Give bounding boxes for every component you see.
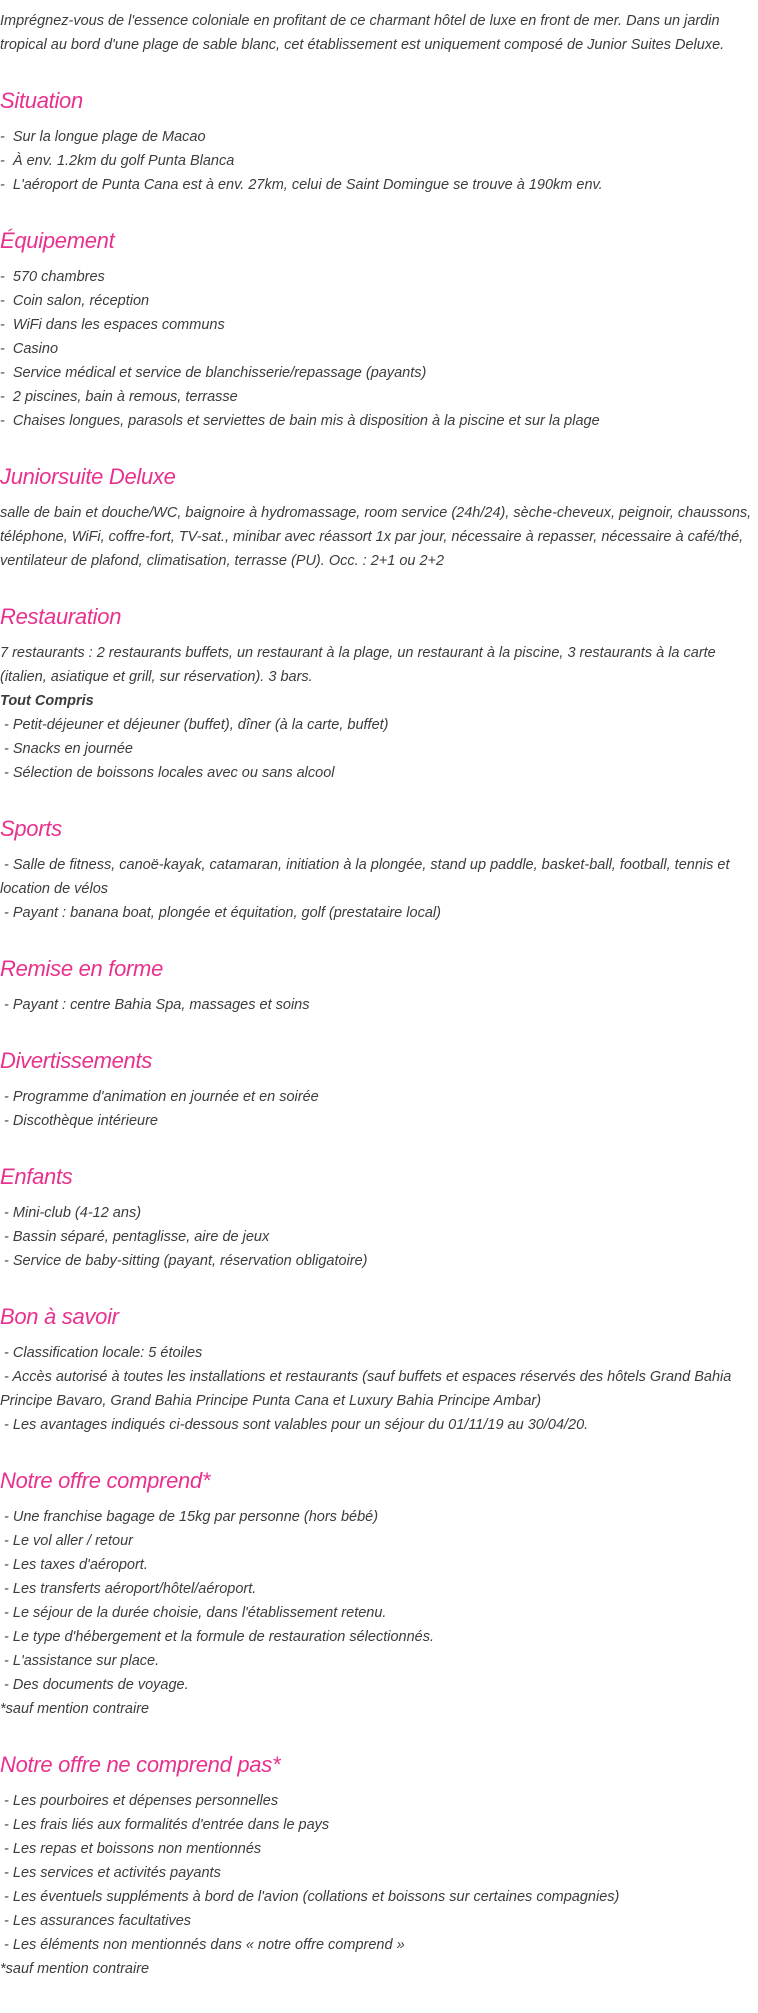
section-2 xyxy=(0,463,758,573)
section-4 xyxy=(0,815,758,925)
list-item: - Bassin séparé, pentaglisse, aire de jeux xyxy=(0,1229,270,1245)
section-9 xyxy=(0,1467,758,1721)
section-6 xyxy=(0,1047,758,1133)
list-item: - Les repas et boissons non mentionnés xyxy=(0,1841,262,1857)
section-title: Notre offre ne comprend pas* xyxy=(0,1752,281,1777)
list-item: - Les assurances facultatives xyxy=(0,1913,192,1929)
list-item: - Les éventuels suppléments à bord de l'avion (collations et boissons sur certaines compagnies) xyxy=(0,1889,620,1905)
section-title: Restauration xyxy=(0,604,122,629)
list-item: - Sélection de boissons locales avec ou sans alcool xyxy=(0,765,335,781)
list-item: - Les frais liés aux formalités d'entrée dans le pays xyxy=(0,1817,330,1833)
sections-container xyxy=(0,87,758,1981)
subheading: Tout Compris xyxy=(0,693,94,709)
list-item: - Les avantages indiqués ci-dessous sont valables pour un séjour du 01/11/19 au 30/04/20. xyxy=(0,1417,589,1433)
list-item: - Accès autorisé à toutes les installations et restaurants (sauf buffets et espaces réservés des hôtels Grand Bahia Principe Bavaro, Grand Bahia Principe Punta Cana et Luxury Bahia Principe Ambar) xyxy=(0,1369,736,1409)
section-title: Sports xyxy=(0,816,62,841)
section-title: Situation xyxy=(0,88,83,113)
list-item: - Le vol aller / retour xyxy=(0,1533,133,1549)
list-item: - Payant : banana boat, plongée et équitation, golf (prestataire local) xyxy=(0,905,441,921)
list-item: - Le séjour de la durée choisie, dans l'établissement retenu. xyxy=(0,1605,387,1621)
list-item: - Service de baby-sitting (payant, réservation obligatoire) xyxy=(0,1253,368,1269)
list-item: - Coin salon, réception xyxy=(0,293,150,309)
list-item: *sauf mention contraire xyxy=(0,1701,150,1717)
section-8 xyxy=(0,1303,758,1437)
list-item: - Casino xyxy=(0,341,59,357)
section-title: Juniorsuite Deluxe xyxy=(0,464,176,489)
list-item: - Payant : centre Bahia Spa, massages et soins xyxy=(0,997,310,1013)
section-title: Divertissements xyxy=(0,1048,152,1073)
list-item: - Mini-club (4-12 ans) xyxy=(0,1205,142,1221)
list-item: - Une franchise bagage de 15kg par personne (hors bébé) xyxy=(0,1509,379,1525)
list-item: - Les taxes d'aéroport. xyxy=(0,1557,148,1573)
section-10 xyxy=(0,1751,758,1981)
section-0 xyxy=(0,87,758,197)
list-item: - Les services et activités payants xyxy=(0,1865,221,1881)
hotel-description xyxy=(0,9,758,1981)
list-item: - Classification locale: 5 étoiles xyxy=(0,1345,203,1361)
section-5 xyxy=(0,955,758,1017)
list-item: - Discothèque intérieure xyxy=(0,1113,158,1129)
list-item: - Les éléments non mentionnés dans « notre offre comprend » xyxy=(0,1937,405,1953)
list-item: - Programme d'animation en journée et en soirée xyxy=(0,1089,319,1105)
section-title: Notre offre comprend* xyxy=(0,1468,211,1493)
list-item: - Les transferts aéroport/hôtel/aéroport. xyxy=(0,1581,257,1597)
section-title: Remise en forme xyxy=(0,956,164,981)
section-7 xyxy=(0,1163,758,1273)
section-title: Bon à savoir xyxy=(0,1304,119,1329)
list-item: - Petit-déjeuner et déjeuner (buffet), dîner (à la carte, buffet) xyxy=(0,717,389,733)
section-title: Enfants xyxy=(0,1164,73,1189)
list-item: - L'aéroport de Punta Cana est à env. 27km, celui de Saint Domingue se trouve à 190km env. xyxy=(0,177,603,193)
list-item: 7 restaurants : 2 restaurants buffets, un restaurant à la plage, un restaurant à la piscine, 3 restaurants à la carte (italien, asiatique et grill, sur réservation). 3 bars. xyxy=(0,645,720,685)
intro-paragraph: Imprégnez-vous de l'essence coloniale en profitant de ce charmant hôtel de luxe en front de mer. Dans un jardin tropical au bord d'une plage de sable blanc, cet établissement est uniquement composé de Junior Suites Deluxe. xyxy=(0,13,725,53)
list-item: - L'assistance sur place. xyxy=(0,1653,160,1669)
section-3 xyxy=(0,603,758,785)
list-item: *sauf mention contraire xyxy=(0,1961,150,1977)
list-item: salle de bain et douche/WC, baignoire à hydromassage, room service (24h/24), sèche-cheveux, peignoir, chaussons, téléphone, WiFi, coffre-fort, TV-sat., minibar avec réassort 1x par jour, nécessaire à repasser, nécessaire à café/thé, ventilateur de plafond, climatisation, terrasse (PU). Occ. : 2+1 ou 2+2 xyxy=(0,505,756,569)
list-item: - Snacks en journée xyxy=(0,741,133,757)
list-item: - Des documents de voyage. xyxy=(0,1677,189,1693)
section-1 xyxy=(0,227,758,433)
list-item: - Les pourboires et dépenses personnelles xyxy=(0,1793,279,1809)
section-title: Équipement xyxy=(0,228,115,253)
list-item: - Chaises longues, parasols et serviettes de bain mis à disposition à la piscine et sur la plage xyxy=(0,413,600,429)
list-item: - 570 chambres xyxy=(0,269,105,285)
list-item: - Salle de fitness, canoë-kayak, catamaran, initiation à la plongée, stand up paddle, basket-ball, football, tennis et location de vélos xyxy=(0,857,734,897)
list-item: - WiFi dans les espaces communs xyxy=(0,317,225,333)
list-item: - Sur la longue plage de Macao xyxy=(0,129,206,145)
list-item: - 2 piscines, bain à remous, terrasse xyxy=(0,389,238,405)
list-item: - Le type d'hébergement et la formule de restauration sélectionnés. xyxy=(0,1629,434,1645)
list-item: - À env. 1.2km du golf Punta Blanca xyxy=(0,153,235,169)
list-item: - Service médical et service de blanchisserie/repassage (payants) xyxy=(0,365,427,381)
